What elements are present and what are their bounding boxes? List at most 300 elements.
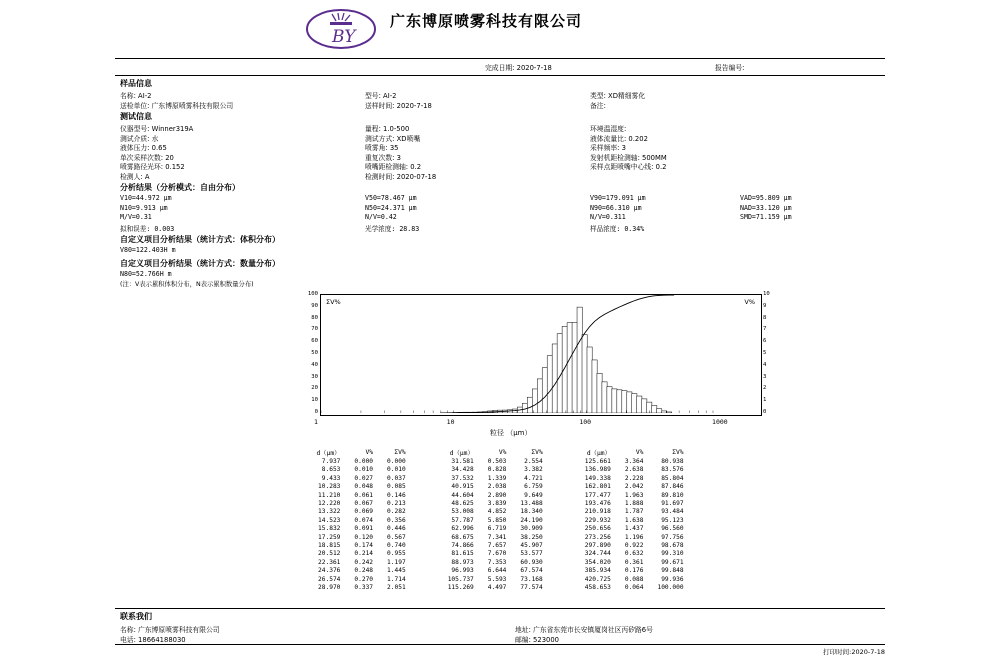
spacer: [413, 517, 441, 525]
field: N/V=0.42: [365, 213, 397, 221]
y-tick-left: 40: [311, 361, 318, 368]
table-cell: 98.678: [661, 542, 684, 550]
test-info-grid: [120, 123, 885, 180]
y-tick-right: 0: [763, 409, 767, 415]
field: 发射机距检测轴: 500MM: [590, 153, 667, 162]
table-cell: 162.801: [584, 483, 611, 491]
col-sv3: ΣV%: [672, 449, 684, 456]
spacer: [550, 584, 578, 592]
contact-title: 联系我们: [120, 612, 152, 621]
table-cell: 0.922: [624, 542, 644, 550]
table-cell: 15.832: [318, 525, 341, 533]
spacer: [413, 534, 441, 542]
table-row: [309, 559, 690, 567]
table-cell: 38.250: [520, 533, 543, 541]
y-tick-right: 9: [763, 302, 767, 309]
y-tick-right: 4: [763, 361, 767, 368]
table-cell: 6.644: [487, 567, 507, 575]
y-tick-right: 6: [763, 338, 767, 345]
table-cell: 0.091: [354, 525, 374, 533]
table-cell: 0.085: [387, 483, 406, 491]
sample-info-title: 样品信息: [120, 79, 152, 88]
col-d1: d（μm）: [316, 450, 341, 457]
table-cell: 4.497: [487, 584, 507, 592]
table-cell: 4.721: [524, 474, 543, 482]
table-cell: 9.649: [524, 491, 543, 499]
table-cell: 77.574: [520, 584, 543, 592]
table-cell: 2.638: [624, 466, 644, 474]
table-cell: 229.932: [584, 516, 611, 524]
x-tick: 1000: [712, 418, 728, 426]
table-cell: 273.256: [584, 533, 611, 541]
table-cell: 20.512: [318, 550, 341, 558]
spacer: [550, 508, 578, 516]
contact-address: 地址: 广东省东莞市长安镇厦岗社区丙矽路6号: [515, 626, 653, 634]
spacer: [413, 483, 441, 491]
table-cell: 80.938: [661, 458, 684, 465]
field: 拟和误差: 0.003: [120, 224, 175, 233]
y-tick-left: 80: [311, 314, 318, 321]
spacer: [413, 492, 441, 500]
y-tick-right: 1: [763, 397, 767, 404]
spacer: [413, 576, 441, 584]
y-tick-left: 20: [311, 385, 318, 392]
x-tick: 1: [314, 418, 318, 426]
spacer: [550, 475, 578, 483]
table-cell: 3.364: [624, 458, 644, 465]
table-cell: 93.484: [661, 508, 684, 516]
table-cell: 11.210: [318, 491, 341, 499]
y-tick-right: 8: [763, 314, 767, 321]
table-cell: 85.804: [661, 474, 684, 482]
field: 光学浓度: 28.83: [365, 224, 420, 233]
table-cell: 0.213: [387, 500, 406, 508]
contact-block: [115, 624, 885, 644]
table-cell: 0.069: [354, 508, 374, 516]
table-cell: 136.989: [584, 466, 611, 474]
distribution-note: (注：V表示累积体积分布，N表示累积数量分布): [120, 281, 254, 288]
field: 重复次数: 3: [365, 153, 401, 162]
table-cell: 7.341: [487, 533, 507, 541]
col-d3: d（μm）: [586, 450, 611, 457]
table-cell: 96.993: [451, 567, 474, 575]
field: V50=78.467 μm: [365, 194, 417, 202]
table-cell: 30.909: [520, 525, 543, 533]
table-row: [309, 567, 690, 575]
table-cell: 1.888: [624, 500, 644, 508]
table-cell: 60.930: [520, 558, 543, 566]
table-cell: 0.000: [354, 458, 374, 465]
table-cell: 2.554: [524, 458, 543, 465]
table-cell: 13.322: [318, 508, 341, 516]
table-cell: 18.815: [318, 542, 341, 550]
table-cell: 1.787: [624, 508, 644, 516]
table-cell: 3.382: [524, 466, 543, 474]
table-cell: 1.638: [624, 516, 644, 524]
table-cell: 40.915: [451, 483, 474, 491]
table-cell: 28.970: [318, 584, 341, 592]
spacer: [413, 458, 441, 466]
table-header-row: [309, 448, 690, 458]
table-cell: 13.488: [520, 500, 543, 508]
table-row: [309, 542, 690, 550]
table-row: [309, 458, 690, 466]
table-cell: 34.428: [451, 466, 474, 474]
field: 喷雾角: 35: [365, 144, 399, 152]
report-footer: [115, 645, 885, 659]
x-tick: 10: [446, 418, 455, 426]
chart-x-axis-label: 粒径 （μm）: [490, 429, 532, 437]
field: N10=9.913 μm: [120, 203, 168, 212]
table-cell: 96.560: [661, 525, 684, 533]
field: 检测时间: 2020-07-18: [365, 172, 437, 181]
table-cell: 0.027: [354, 474, 374, 482]
y-tick-left: 30: [311, 373, 318, 380]
field: 型号: AI-2: [365, 92, 397, 100]
table-cell: 2.890: [487, 491, 507, 499]
spacer: [413, 550, 441, 558]
table-cell: 97.756: [661, 533, 684, 541]
field: 送检单位: 广东博原喷雾科技有限公司: [120, 101, 234, 110]
table-row: [309, 500, 690, 508]
table-cell: 22.361: [318, 558, 341, 566]
table-cell: 88.973: [451, 558, 474, 566]
field: 送样时间: 2020-7-18: [365, 101, 432, 110]
field: 采样频率: 3: [590, 144, 626, 152]
svg-text:BY: BY: [332, 27, 356, 47]
field: 单次采样次数: 20: [120, 153, 174, 162]
table-cell: 48.625: [451, 500, 474, 508]
spacer: [413, 475, 441, 483]
table-cell: 149.338: [584, 474, 611, 482]
y-tick-right: 5: [763, 350, 767, 356]
field: VAD=95.809 μm: [740, 194, 792, 202]
spacer: [413, 466, 441, 474]
field: 类型: XD精细雾化: [590, 92, 646, 100]
divider: [115, 608, 885, 609]
table-cell: 0.446: [387, 525, 406, 533]
table-cell: 324.744: [584, 550, 611, 558]
table-cell: 18.340: [520, 508, 543, 516]
table-cell: 0.120: [354, 533, 374, 541]
y-tick-right: 3: [763, 373, 767, 380]
table-row: [309, 475, 690, 483]
table-cell: 74.866: [451, 542, 474, 550]
table-cell: 53.577: [520, 550, 543, 558]
table-cell: 8.653: [321, 466, 341, 474]
spacer: [550, 525, 578, 533]
table-row: [309, 483, 690, 491]
table-cell: 1.963: [624, 491, 644, 499]
chart-plot: [320, 294, 762, 416]
table-cell: 0.567: [387, 533, 406, 541]
spacer: [550, 448, 578, 458]
company-logo-icon: [305, 8, 377, 50]
distribution-table: [309, 448, 690, 593]
custom-number-title: 自定义项目分析结果（统计方式：数量分布）: [120, 258, 280, 268]
field: 名称: AI-2: [120, 92, 152, 100]
custom-volume-value: V80=122.403Η m: [120, 246, 176, 254]
table-cell: 67.574: [520, 567, 543, 575]
col-sv1: ΣV%: [394, 449, 406, 456]
custom-volume-title: 自定义项目分析结果（统计方式：体积分布）: [120, 235, 280, 244]
company-name: 广东博原喷雾科技有限公司: [390, 12, 583, 30]
table-row: [309, 550, 690, 558]
field: N90=66.310 μm: [590, 203, 642, 212]
table-cell: 1.196: [624, 533, 644, 541]
spacer: [413, 448, 441, 458]
table-cell: 0.503: [487, 458, 507, 465]
table-cell: 0.337: [354, 584, 374, 592]
y-tick-left: 90: [311, 302, 318, 309]
spacer: [413, 542, 441, 550]
table-row: [309, 576, 690, 584]
table-cell: 210.918: [584, 508, 611, 516]
table-row: [309, 508, 690, 516]
spacer: [550, 542, 578, 550]
table-cell: 100.000: [657, 584, 684, 592]
table-row: [309, 517, 690, 525]
table-cell: 115.269: [447, 584, 474, 592]
test-info-title: 测试信息: [120, 112, 152, 121]
table-cell: 297.890: [584, 542, 611, 550]
table-cell: 7.353: [487, 558, 507, 566]
table-row: [309, 584, 690, 592]
table-cell: 0.064: [624, 584, 644, 592]
table-cell: 83.576: [661, 466, 684, 474]
table-cell: 99.671: [661, 558, 684, 566]
analysis-title: 分析结果（分析模式：自由分布）: [120, 183, 240, 192]
col-v2: V%: [498, 449, 507, 456]
table-cell: 0.000: [387, 458, 406, 465]
table-cell: 193.476: [584, 500, 611, 508]
spacer: [413, 500, 441, 508]
table-cell: 57.787: [451, 516, 474, 524]
table-cell: 31.581: [451, 458, 474, 465]
y-tick-left: 100: [307, 291, 318, 297]
table-cell: 12.220: [318, 500, 341, 508]
y-tick-right: 7: [763, 326, 767, 333]
table-row: [309, 466, 690, 474]
table-cell: 99.936: [661, 575, 684, 583]
field: 仪器型号: Winner319A: [120, 125, 194, 133]
table-cell: 0.828: [487, 466, 507, 474]
spacer: [550, 576, 578, 584]
table-cell: 5.850: [487, 516, 507, 524]
table-cell: 105.737: [447, 575, 474, 583]
chart-right-axis-label: V%: [744, 298, 755, 306]
col-d2: d（μm）: [449, 450, 474, 457]
table-cell: 1.714: [387, 575, 406, 583]
table-cell: 420.725: [584, 575, 611, 583]
finish-date: 完成日期: 2020-7-18: [485, 64, 552, 72]
spacer: [550, 517, 578, 525]
spacer: [413, 508, 441, 516]
table-cell: 2.228: [624, 474, 644, 482]
table-cell: 0.356: [387, 516, 406, 524]
spacer: [413, 567, 441, 575]
table-cell: 0.270: [354, 575, 374, 583]
chart-area: [115, 292, 885, 442]
table-body: [309, 458, 690, 593]
table-cell: 177.477: [584, 491, 611, 499]
table-cell: 7.670: [487, 550, 507, 558]
field: N/V=0.311: [590, 213, 626, 221]
spacer: [550, 550, 578, 558]
table-cell: 26.574: [318, 575, 341, 583]
table-cell: 0.061: [354, 491, 374, 499]
field: 环境温湿度:: [590, 125, 627, 133]
y-tick-left: 60: [311, 338, 318, 345]
spacer: [550, 492, 578, 500]
table-cell: 87.846: [661, 483, 684, 491]
spacer: [550, 458, 578, 466]
spacer: [550, 559, 578, 567]
particle-size-chart: [307, 291, 770, 437]
table-cell: 0.010: [354, 466, 374, 474]
table-cell: 250.656: [584, 525, 611, 533]
contact-phone: 电话: 18664188030: [120, 636, 186, 644]
table-cell: 354.020: [584, 558, 611, 566]
table-cell: 0.067: [354, 500, 374, 508]
table-cell: 7.937: [321, 458, 341, 465]
spacer: [550, 567, 578, 575]
table-cell: 1.339: [487, 474, 507, 482]
table-cell: 99.848: [661, 567, 684, 575]
field: 测试介质: 水: [120, 134, 159, 143]
chart-left-axis-label: ΣV%: [326, 298, 341, 306]
spacer: [413, 584, 441, 592]
table-cell: 68.675: [451, 533, 474, 541]
table-row: [309, 534, 690, 542]
table-cell: 9.433: [321, 474, 341, 482]
table-cell: 0.146: [387, 491, 406, 499]
table-cell: 1.445: [387, 567, 406, 575]
table-row: [309, 525, 690, 533]
spacer: [550, 483, 578, 491]
field: 测试方式: XD喷嘴: [365, 134, 421, 143]
table-cell: 1.197: [387, 558, 406, 566]
chart-svg: [321, 295, 759, 413]
report-header: [115, 0, 885, 58]
table-cell: 91.697: [661, 500, 684, 508]
table-cell: 95.123: [661, 516, 684, 524]
x-tick: 100: [579, 418, 592, 426]
field: N50=24.371 μm: [365, 203, 417, 212]
table-cell: 0.361: [624, 558, 644, 566]
field: 量程: 1.0-500: [365, 125, 410, 133]
field: 样品浓度: 0.34%: [590, 224, 645, 233]
table-cell: 17.259: [318, 533, 341, 541]
col-v1: V%: [365, 449, 374, 456]
table-row: [309, 492, 690, 500]
table-cell: 10.283: [318, 483, 341, 491]
report-meta-line: [115, 59, 885, 75]
table-cell: 2.042: [624, 483, 644, 491]
analysis-grid: [120, 194, 885, 232]
field: 采样点距喷嘴中心线: 0.2: [590, 163, 667, 171]
table-cell: 7.657: [487, 542, 507, 550]
table-cell: 0.282: [387, 508, 406, 516]
spacer: [413, 559, 441, 567]
y-tick-right: 10: [763, 291, 770, 297]
table-cell: 53.008: [451, 508, 474, 516]
spacer: [550, 534, 578, 542]
print-date: 打印时间:2020-7-18: [823, 648, 885, 656]
contact-postcode: 邮编: 523000: [515, 636, 559, 644]
table-cell: 0.088: [624, 575, 644, 583]
divider: [115, 75, 885, 76]
table-cell: 62.996: [451, 525, 474, 533]
field: SMD=71.159 μm: [740, 213, 792, 221]
table-cell: 2.051: [387, 584, 406, 592]
field: 备注:: [590, 101, 606, 110]
col-v3: V%: [635, 449, 644, 456]
table-cell: 458.653: [584, 584, 611, 592]
field: 液体流量比: 0.202: [590, 134, 648, 143]
table-cell: 0.174: [354, 542, 374, 550]
spacer: [550, 500, 578, 508]
table-cell: 3.839: [487, 500, 507, 508]
table-cell: 125.661: [584, 458, 611, 465]
field: 喷嘴距检测轴: 0.2: [365, 163, 422, 171]
distribution-table-wrap: [115, 448, 885, 608]
col-sv2: ΣV%: [531, 449, 543, 456]
table-cell: 6.719: [487, 525, 507, 533]
table-cell: 89.810: [661, 491, 684, 499]
field: NAD=33.120 μm: [740, 203, 792, 212]
custom-number-value: N80=52.766Η m: [120, 269, 172, 278]
table-cell: 73.168: [520, 575, 543, 583]
table-cell: 1.437: [624, 525, 644, 533]
table-cell: 2.038: [487, 483, 507, 491]
table-cell: 0.248: [354, 567, 374, 575]
contact-name: 名称: 广东博原喷雾科技有限公司: [120, 626, 220, 634]
table-cell: 44.604: [451, 491, 474, 499]
y-tick-left: 70: [311, 326, 318, 333]
y-tick-left: 0: [314, 409, 318, 415]
table-cell: 24.190: [520, 516, 543, 524]
table-cell: 4.852: [487, 508, 507, 516]
field: V90=179.091 μm: [590, 194, 646, 202]
table-cell: 37.532: [451, 474, 474, 482]
field: 喷雾路径光环: 0.152: [120, 163, 185, 171]
table-cell: 0.242: [354, 558, 374, 566]
table-cell: 81.615: [451, 550, 474, 558]
table-cell: 0.176: [624, 567, 644, 575]
table-cell: 0.214: [354, 550, 374, 558]
table-cell: 45.907: [520, 542, 543, 550]
field: M/V=0.31: [120, 213, 152, 221]
spacer: [550, 466, 578, 474]
table-cell: 24.376: [318, 567, 341, 575]
spacer: [413, 525, 441, 533]
table-cell: 0.010: [387, 466, 406, 474]
table-cell: 0.632: [624, 550, 644, 558]
table-cell: 0.740: [387, 542, 406, 550]
table-cell: 6.759: [524, 483, 543, 491]
table-cell: 385.934: [584, 567, 611, 575]
report-number: 报告编号:: [715, 64, 745, 72]
table-cell: 99.310: [661, 550, 684, 558]
table-cell: 0.037: [387, 474, 406, 482]
field: 检测人: A: [120, 172, 150, 181]
table-cell: 5.593: [487, 575, 507, 583]
table-cell: 0.074: [354, 516, 374, 524]
y-tick-right: 2: [763, 385, 767, 392]
table-cell: 14.523: [318, 516, 341, 524]
table-cell: 0.955: [387, 550, 406, 558]
